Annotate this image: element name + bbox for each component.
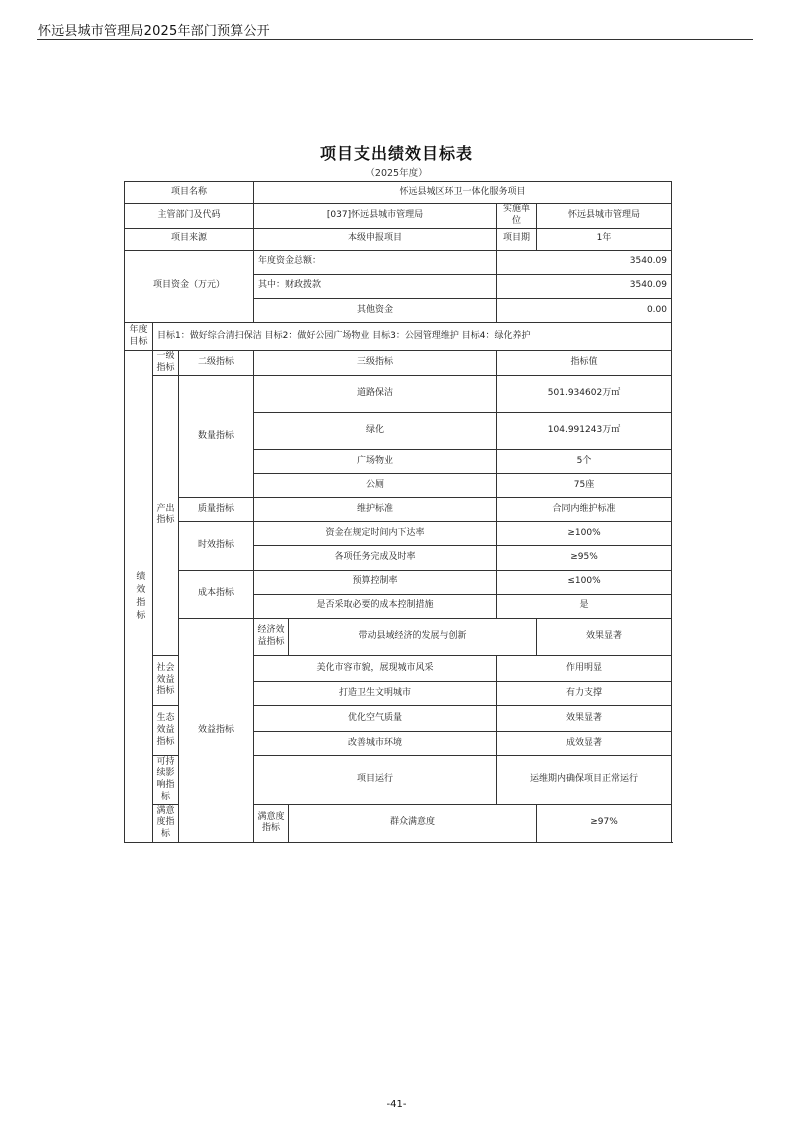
performance-target-table [124, 181, 672, 843]
indicator-name: 打造卫生文明城市 [254, 682, 497, 706]
table-row [125, 228, 672, 250]
indicator-value: 有力支撑 [497, 682, 672, 706]
page-number: -41- [386, 1099, 407, 1110]
quality-indicators-label: 质量指标 [179, 498, 254, 522]
dept-label: 主管部门及代码 [125, 204, 254, 228]
funds-other-value: 0.00 [497, 298, 672, 322]
indicator-value: ≤100% [497, 570, 672, 594]
indicator-name: 维护标准 [254, 498, 497, 522]
ecological-indicators-label: 生态效益指标 [153, 706, 179, 756]
indicator-value: 效果显著 [537, 618, 672, 655]
indicator-name: 改善城市环境 [254, 732, 497, 756]
indicator-value: 成效显著 [497, 732, 672, 756]
funds-fiscal-value: 3540.09 [497, 274, 672, 298]
impl-label: 实施单位 [497, 204, 537, 228]
source-value: 本级申报项目 [254, 228, 497, 250]
indicator-value: 作用明显 [497, 655, 672, 681]
project-name-label: 项目名称 [125, 182, 254, 204]
indicator-value: 效果显著 [497, 706, 672, 732]
perf-indicators-label: 绩效指标 [125, 351, 153, 843]
indicator-name: 项目运行 [254, 756, 497, 804]
table-row [125, 250, 672, 274]
indicator-name: 带动县域经济的发展与创新 [289, 618, 537, 655]
table-row [125, 618, 672, 655]
indicator-name: 广场物业 [254, 449, 497, 473]
output-indicators-label: 产出指标 [153, 375, 179, 655]
indicator-value: 5个 [497, 449, 672, 473]
indicator-value: 501.934602万㎡ [497, 375, 672, 412]
document-year: （2025年度） [365, 168, 428, 179]
social-indicators-label: 社会效益指标 [153, 655, 179, 705]
indicator-name: 是否采取必要的成本控制措施 [254, 594, 497, 618]
indicator-name: 绿化 [254, 412, 497, 449]
impl-value: 怀远县城市管理局 [537, 204, 672, 228]
header-divider [37, 39, 753, 40]
cost-indicators-label: 成本指标 [179, 570, 254, 618]
dept-value: [037]怀远县城市管理局 [254, 204, 497, 228]
indicator-name: 群众满意度 [289, 804, 537, 842]
economic-indicators-label: 经济效益指标 [254, 618, 289, 655]
col-header-level2: 二级指标 [179, 351, 254, 375]
table-row [125, 351, 672, 375]
annual-goal-value: 目标1：做好综合清扫保洁 目标2：做好公园广场物业 目标3：公园管理维护 目标4：绿化养护 [153, 323, 672, 351]
quantity-indicators-label: 数量指标 [179, 375, 254, 498]
col-header-value: 指标值 [497, 351, 672, 375]
satisfaction-level1-label: 满意度指标 [153, 804, 179, 842]
source-label: 项目来源 [125, 228, 254, 250]
page-header-title: 怀远县城市管理局2025年部门预算公开 [38, 24, 270, 39]
satisfaction-level2-label: 满意度指标 [254, 804, 289, 842]
annual-goal-label: 年度目标 [125, 323, 153, 351]
indicator-name: 预算控制率 [254, 570, 497, 594]
table-row [125, 570, 672, 594]
table-row [125, 498, 672, 522]
col-header-level1: 一级指标 [153, 351, 179, 375]
period-value: 1年 [537, 228, 672, 250]
table-row [125, 323, 672, 351]
funds-other-label: 其他资金 [254, 298, 497, 322]
indicator-value: 104.991243万㎡ [497, 412, 672, 449]
timeliness-indicators-label: 时效指标 [179, 522, 254, 570]
document-title: 项目支出绩效目标表 [319, 144, 473, 163]
table-row [125, 375, 672, 412]
indicator-name: 资金在规定时间内下达率 [254, 522, 497, 546]
indicator-value: 是 [497, 594, 672, 618]
table-row [125, 204, 672, 228]
sustainability-indicators-label: 可持续影响指标 [153, 756, 179, 804]
indicator-name: 优化空气质量 [254, 706, 497, 732]
funds-total-label: 年度资金总额： [254, 250, 497, 274]
indicator-value: ≥95% [497, 546, 672, 570]
benefit-indicators-label: 效益指标 [179, 618, 254, 842]
indicator-name: 公厕 [254, 474, 497, 498]
funds-fiscal-label: 其中：财政拨款 [254, 274, 497, 298]
indicator-value: 合同内维护标准 [497, 498, 672, 522]
indicator-value: ≥100% [497, 522, 672, 546]
table-row [125, 182, 672, 204]
funds-total-value: 3540.09 [497, 250, 672, 274]
col-header-level3: 三级指标 [254, 351, 497, 375]
period-label: 项目期 [497, 228, 537, 250]
indicator-value: 75座 [497, 474, 672, 498]
indicator-value: 运维期内确保项目正常运行 [497, 756, 672, 804]
indicator-name: 各项任务完成及时率 [254, 546, 497, 570]
indicator-value: ≥97% [537, 804, 672, 842]
indicator-name: 道路保洁 [254, 375, 497, 412]
table-row [125, 522, 672, 546]
funds-label: 项目资金（万元） [125, 250, 254, 322]
indicator-name: 美化市容市貌，展现城市风采 [254, 655, 497, 681]
project-name-value: 怀远县城区环卫一体化服务项目 [254, 182, 672, 204]
